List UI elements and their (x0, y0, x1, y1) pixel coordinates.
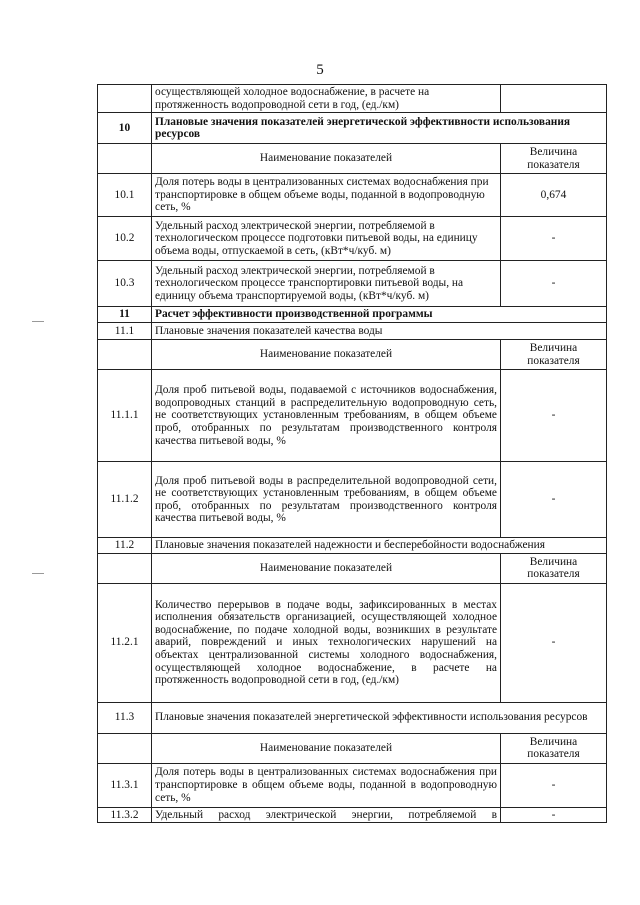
row-value: - (501, 763, 607, 807)
column-header-row (98, 340, 607, 370)
table-row (98, 807, 607, 823)
subsection-title: Плановые значения показателей качества воды (152, 323, 607, 340)
row-text: осуществляющей холодное водоснабжение, в расчете на протяженность водопроводной сети в год, (ед./км) (152, 85, 501, 113)
row-text: Удельный расход электрической энергии, потребляемой в технологическом процессе транспортировки питьевой воды, на единицу объема транспортируемой воды, (кВт*ч/куб. м) (152, 261, 501, 307)
table-row (98, 174, 607, 217)
row-value: - (501, 462, 607, 538)
column-header-value: Величина показателя (501, 340, 607, 370)
row-number: 11.3.1 (98, 763, 152, 807)
table-row (98, 583, 607, 702)
row-value (501, 85, 607, 113)
column-header-value: Величина показателя (501, 733, 607, 763)
row-text: Доля проб питьевой воды, подаваемой с источников водоснабжения, водопроводных станций в распределительную водопроводную сеть, не соответствующих установленным требованиям, в общем объеме проб, отобранных по результатам производственного контроля качества питьевой воды, % (152, 370, 501, 462)
subsection-row (98, 538, 607, 554)
section-row (98, 113, 607, 144)
section-number: 11 (98, 307, 152, 323)
column-header-value: Величина показателя (501, 144, 607, 174)
row-text: Количество перерывов в подаче воды, зафиксированных в местах исполнения обязательств организацией, осуществляющей холодное водоснабжение, по подаче холодной воды, возникших в результате аварий, повреждений и иных технологических нарушений на объектах централизованной системы холодного водоснабжения, осуществляющей холодное водоснабжение, в расчете на протяженность водопроводной сети в год, (ед./км) (152, 583, 501, 702)
section-title: Расчет эффективности производственной программы (152, 307, 607, 323)
row-number: 10.3 (98, 261, 152, 307)
table-row (98, 462, 607, 538)
row-value: - (501, 370, 607, 462)
table-row (98, 217, 607, 261)
subsection-title: Плановые значения показателей энергетической эффективности использования ресурсов (152, 702, 607, 733)
row-number: 11.3.2 (98, 807, 152, 823)
section-title: Плановые значения показателей энергетической эффективности использования ресурсов (152, 113, 607, 144)
subsection-row (98, 702, 607, 733)
subsection-number: 11.3 (98, 702, 152, 733)
row-value: - (501, 261, 607, 307)
subsection-number: 11.1 (98, 323, 152, 340)
row-number (98, 85, 152, 113)
section-number: 10 (98, 113, 152, 144)
section-row (98, 307, 607, 323)
subsection-title: Плановые значения показателей надежности и бесперебойности водоснабжения (152, 538, 607, 554)
indicators-table (97, 84, 607, 823)
row-text: Доля потерь воды в централизованных системах водоснабжения при транспортировке в общем объеме воды, поданной в водопроводную сеть, % (152, 763, 501, 807)
row-text: Удельный расход электрической энергии, потребляемой в технологическом процессе подготовки питьевой воды, на единицу объема воды, отпускаемой в сеть, (кВт*ч/куб. м) (152, 217, 501, 261)
table-row (98, 85, 607, 113)
row-number: 11.2.1 (98, 583, 152, 702)
column-header-name: Наименование показателей (152, 340, 501, 370)
row-text: Удельный расход электрической энергии, потребляемой в (152, 807, 501, 823)
subsection-number: 11.2 (98, 538, 152, 554)
column-header-name: Наименование показателей (152, 733, 501, 763)
table-row (98, 261, 607, 307)
row-value: - (501, 583, 607, 702)
row-value: - (501, 217, 607, 261)
row-value: - (501, 807, 607, 823)
row-value: 0,674 (501, 174, 607, 217)
column-header-row (98, 144, 607, 174)
scan-mark (32, 573, 44, 574)
page-number: 5 (316, 62, 324, 78)
row-text: Доля проб питьевой воды в распределительной водопроводной сети, не соответствующих установленным требованиям, в общем объеме проб, отобранных по результатам производственного контроля качества питьевой воды, % (152, 462, 501, 538)
column-header-name: Наименование показателей (152, 144, 501, 174)
table-row (98, 763, 607, 807)
row-number: 10.1 (98, 174, 152, 217)
column-header-row (98, 553, 607, 583)
column-header-value: Величина показателя (501, 553, 607, 583)
scan-mark (32, 321, 44, 322)
row-number: 11.1.2 (98, 462, 152, 538)
row-number: 10.2 (98, 217, 152, 261)
column-header-name: Наименование показателей (152, 553, 501, 583)
column-header-row (98, 733, 607, 763)
subsection-row (98, 323, 607, 340)
table-row (98, 370, 607, 462)
row-number: 11.1.1 (98, 370, 152, 462)
row-text: Доля потерь воды в централизованных системах водоснабжения при транспортировке в общем объеме воды, поданной в водопроводную сеть, % (152, 174, 501, 217)
